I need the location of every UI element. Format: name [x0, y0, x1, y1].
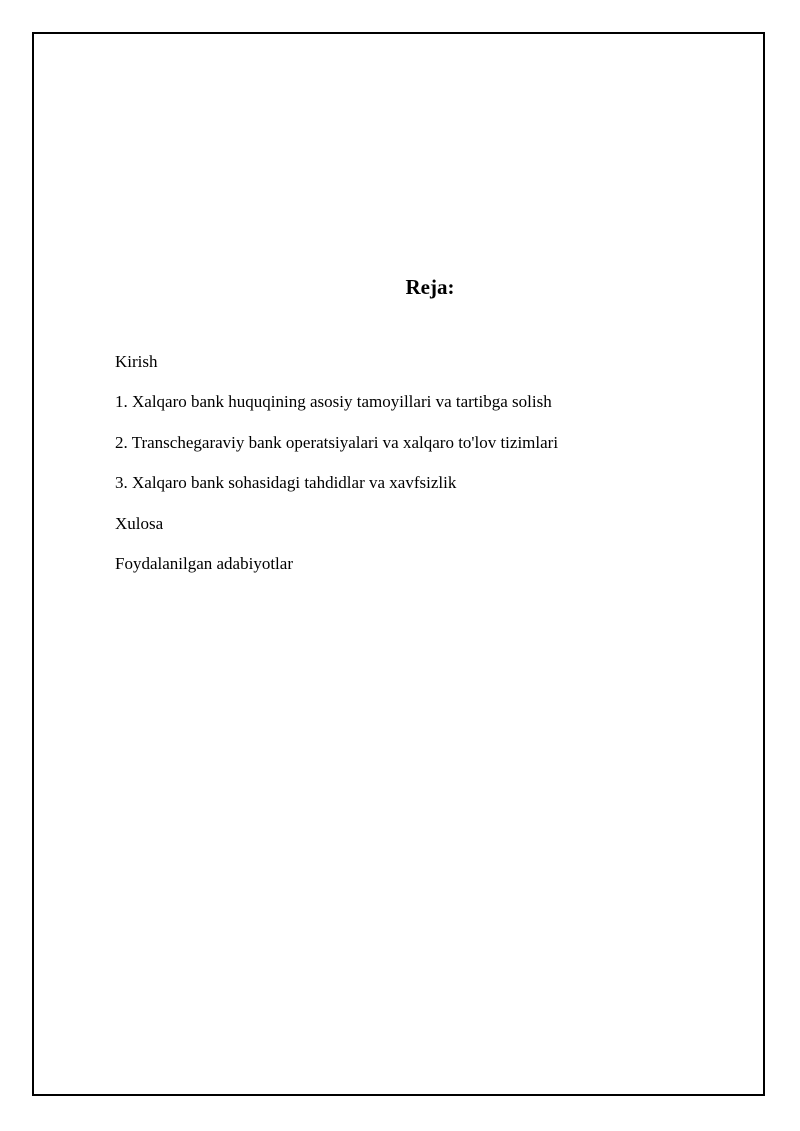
- outline-item-section-1: 1. Xalqaro bank huquqining asosiy tamoyillari va tartibga solish: [115, 392, 552, 412]
- outline-item-introduction: Kirish: [115, 352, 158, 371]
- plan-outline: [115, 349, 558, 591]
- outline-item-section-2: 2. Transchegaraviy bank operatsiyalari va xalqaro to'lov tizimlari: [115, 432, 559, 452]
- plan-title: Reja:: [405, 275, 455, 299]
- outline-item-references: Foydalanilgan adabiyotlar: [115, 553, 293, 573]
- outline-item-section-3: 3. Xalqaro bank sohasidagi tahdidlar va xavfsizlik: [115, 473, 457, 493]
- outline-item-conclusion: Xulosa: [115, 513, 164, 533]
